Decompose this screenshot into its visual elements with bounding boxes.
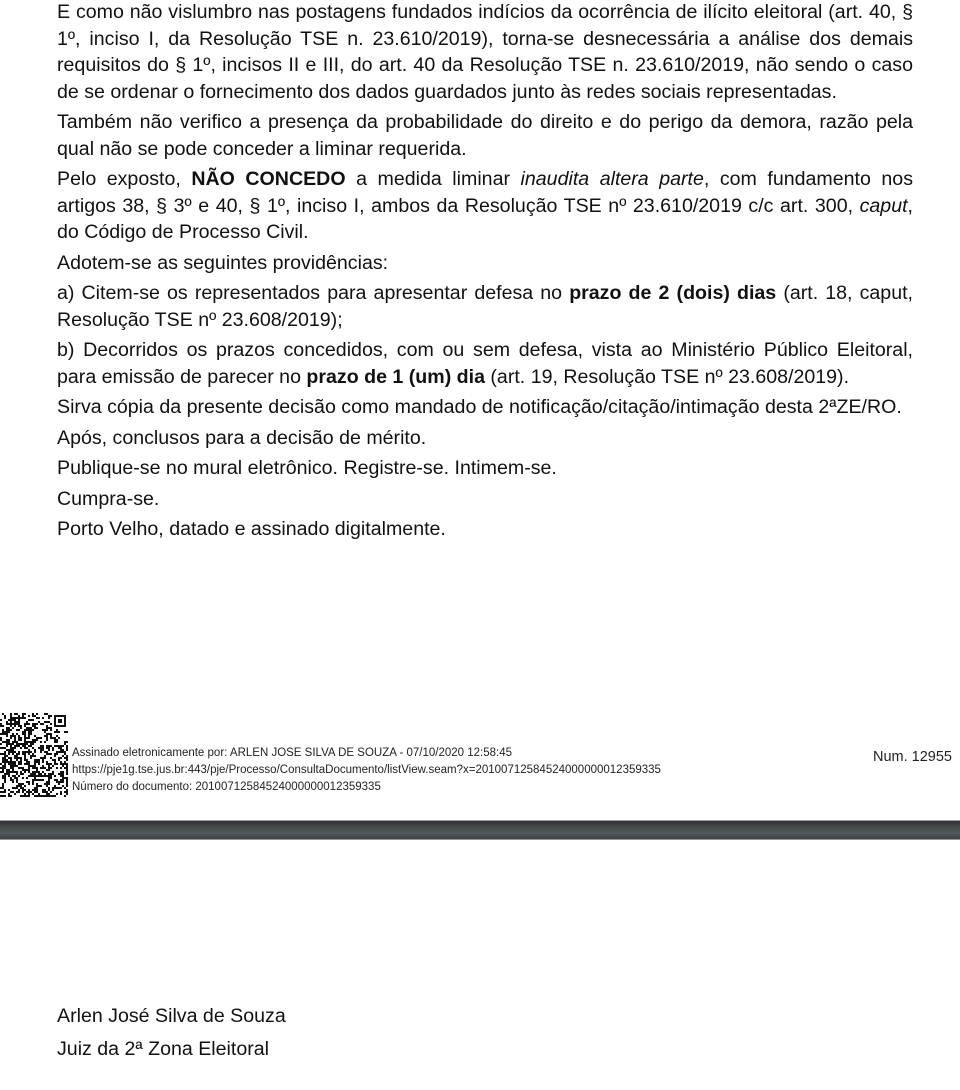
paragraph <box>57 166 913 246</box>
signature-block <box>57 1000 286 1066</box>
text-run: Também não verifico a presença da probabilidade do direito e do perigo da demora, razão pela qual não se pode conceder a liminar requerida. <box>57 111 913 160</box>
text-run: (art. 19, Resolução TSE nº 23.608/2019). <box>484 365 850 388</box>
text-run: (art. 18, caput, Resolução TSE nº 23.608/2019); <box>57 282 913 331</box>
text-run: b) Decorridos os prazos concedidos, com ou sem defesa, vista ao Ministério Público Eleitoral, para emissão de parecer no <box>57 339 913 388</box>
page-num-text: Num. 12955 <box>873 749 952 765</box>
paragraph <box>57 486 913 513</box>
text-run: a) Citem-se os representados para apresentar defesa no <box>57 282 570 304</box>
text-run: Sirva cópia da presente decisão como mandado de notificação/citação/intimação desta 2ªZE/RO. <box>57 396 902 418</box>
paragraph <box>57 425 913 452</box>
document-url-link[interactable]: https://pje1g.tse.jus.br:443/pje/Processo/ConsultaDocumento/listView.seam?x=20100712584524000000012359335 <box>72 764 661 776</box>
text-run: Pelo exposto, <box>57 168 192 190</box>
bold-text: prazo de 2 (dois) dias <box>569 282 777 304</box>
italic-text: caput <box>859 194 908 217</box>
paragraph <box>57 0 913 105</box>
signature-footer <box>72 745 661 796</box>
document-number-text: Número do documento: 20100712584524000000012359335 <box>72 781 381 793</box>
text-run: , do Código de Processo Civil. <box>57 194 913 243</box>
paragraph <box>57 394 913 421</box>
judge-role: Juiz da 2ª Zona Eleitoral <box>57 1038 270 1060</box>
text-run: a medida liminar <box>345 168 521 190</box>
italic-text: inaudita altera parte <box>520 168 704 190</box>
document-page-2 <box>0 840 960 1090</box>
judge-name: Arlen José Silva de Souza <box>57 1005 286 1027</box>
decision-body <box>57 0 913 543</box>
page-divider <box>0 820 960 840</box>
paragraph <box>57 516 913 543</box>
bold-text: NÃO CONCEDO <box>191 168 346 190</box>
paragraph <box>57 337 913 390</box>
qr-code-icon <box>0 713 68 797</box>
paragraph <box>57 250 913 277</box>
text-run: Adotem-se as seguintes providências: <box>57 251 389 274</box>
text-run: , com fundamento nos artigos 38, § 3º e 40, § 1º, inciso I, ambos da Resolução TSE nº 23.610/2019 c/c art. 300, <box>57 168 913 217</box>
text-run: Após, conclusos para a decisão de mérito. <box>57 426 427 449</box>
text-run: Publique-se no mural eletrônico. Registre-se. Intimem-se. <box>57 457 557 479</box>
text-run: E como não vislumbro nas postagens fundados indícios da ocorrência de ilícito eleitoral (art. 40, § 1º, inciso I, da Resolução TSE n. 23.610/2019), torna-se desnecessária a análise dos demais requisitos do § 1º, incisos II e III, do art. 40 da Resolução TSE n. 23.610/2019, não sendo o caso de se ordenar o fornecimento dos dados guardados junto às redes sociais representadas. <box>57 1 913 103</box>
text-run: Porto Velho, datado e assinado digitalmente. <box>57 518 446 540</box>
signed-by-text: Assinado eletronicamente por: ARLEN JOSE SILVA DE SOUZA - 07/10/2020 12:58:45 <box>72 747 513 759</box>
bold-text: prazo de 1 (um) dia <box>306 365 485 388</box>
paragraph <box>57 109 913 162</box>
text-run: Cumpra-se. <box>57 487 160 510</box>
paragraph <box>57 455 913 482</box>
paragraph <box>57 280 913 333</box>
